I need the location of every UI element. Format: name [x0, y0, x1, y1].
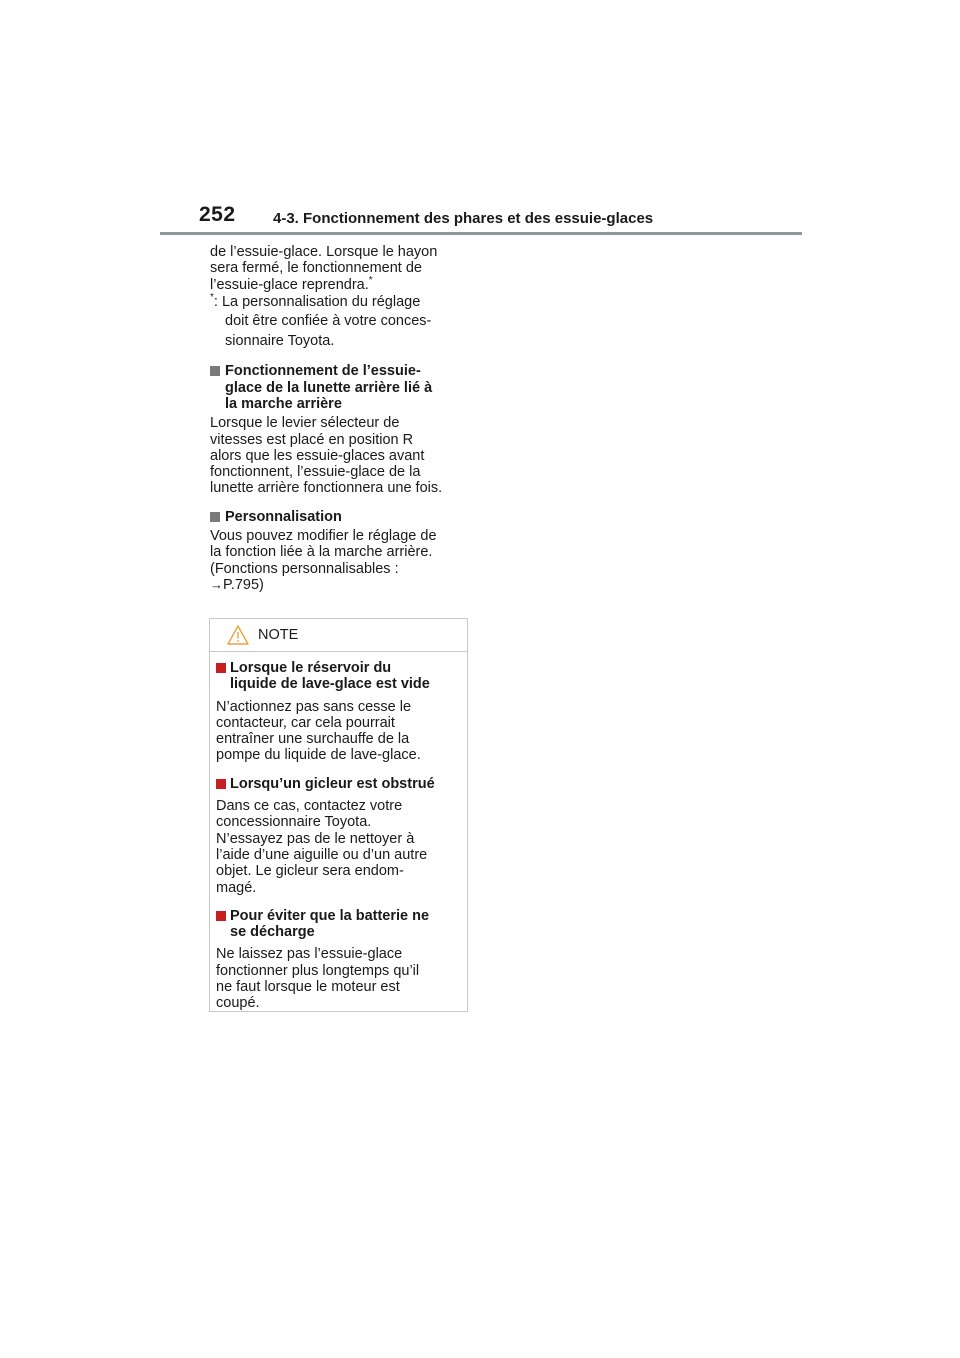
section-body-reverse-link: Lorsque le levier sélecteur de vitesses est placé en position R alors que les essuie-glaces avant fonctionnent, l’essuie-glace de la lunette arrière fonctionnera une fois. — [210, 415, 443, 497]
section-heading-reverse-link: Fonctionnement de l’essuie- glace de la lunette arrière lié à la marche arrière — [210, 363, 480, 412]
square-bullet-icon — [216, 911, 226, 921]
section-heading-personalisation: Personnalisation — [210, 509, 480, 525]
footnote-asterisk: * — [368, 274, 373, 286]
footnote-line: : La personnalisation du réglage — [213, 293, 421, 310]
warning-triangle-icon — [227, 625, 249, 645]
section-title: 4-3. Fonctionnement des phares et des essuie-glaces — [273, 210, 654, 227]
intro-paragraph — [210, 244, 480, 293]
square-bullet-icon — [216, 779, 226, 789]
page-number: 252 — [199, 203, 236, 226]
square-bullet-icon — [210, 366, 220, 376]
note-text-nozzle: Dans ce cas, contactez votre concessionnaire Toyota. N’essayez pas de le nettoyer à l’aide d’une aiguille ou d’un autre objet. Le gicleur sera endom- magé. — [216, 798, 428, 896]
footnote-line: sionnaire Toyota. — [225, 332, 335, 349]
intro-line: de l’essuie-glace. Lorsque le hayon — [210, 244, 438, 260]
section-body-personalisation: Vous pouvez modifier le réglage de la fonction liée à la marche arrière. (Fonctions personnalisables : →P.795) — [210, 528, 437, 593]
main-column — [210, 244, 480, 593]
square-bullet-icon — [210, 512, 220, 522]
intro-line: l’essuie-glace reprendra. — [210, 276, 369, 293]
arrow-right-icon: → — [210, 576, 223, 592]
note-body — [210, 652, 467, 1012]
square-bullet-icon — [216, 663, 226, 673]
note-heading-battery: Pour éviter que la batterie ne se décharge — [216, 908, 461, 941]
note-text-battery: Ne laissez pas l’essuie-glace fonctionner plus longtemps qu’il ne faut lorsque le moteur est coupé. — [216, 946, 420, 1012]
footnote — [210, 293, 480, 352]
note-heading-nozzle: Lorsqu’un gicleur est obstrué — [216, 776, 461, 792]
header-rule — [160, 232, 802, 235]
intro-line: sera fermé, le fonctionnement de — [210, 260, 422, 277]
note-text-reservoir: N’actionnez pas sans cesse le contacteur, car cela pourrait entraîner une surchauffe de la pompe du liquide de lave-glace. — [216, 698, 421, 764]
footnote-marker: * — [210, 292, 214, 304]
note-header — [210, 619, 467, 652]
note-box — [209, 618, 468, 1012]
page-reference-link[interactable]: →P.795) — [210, 576, 264, 593]
footnote-line: doit être confiée à votre conces- — [225, 313, 432, 330]
note-heading-reservoir: Lorsque le réservoir du liquide de lave-glace est vide — [216, 660, 461, 693]
note-label: NOTE — [258, 627, 299, 643]
